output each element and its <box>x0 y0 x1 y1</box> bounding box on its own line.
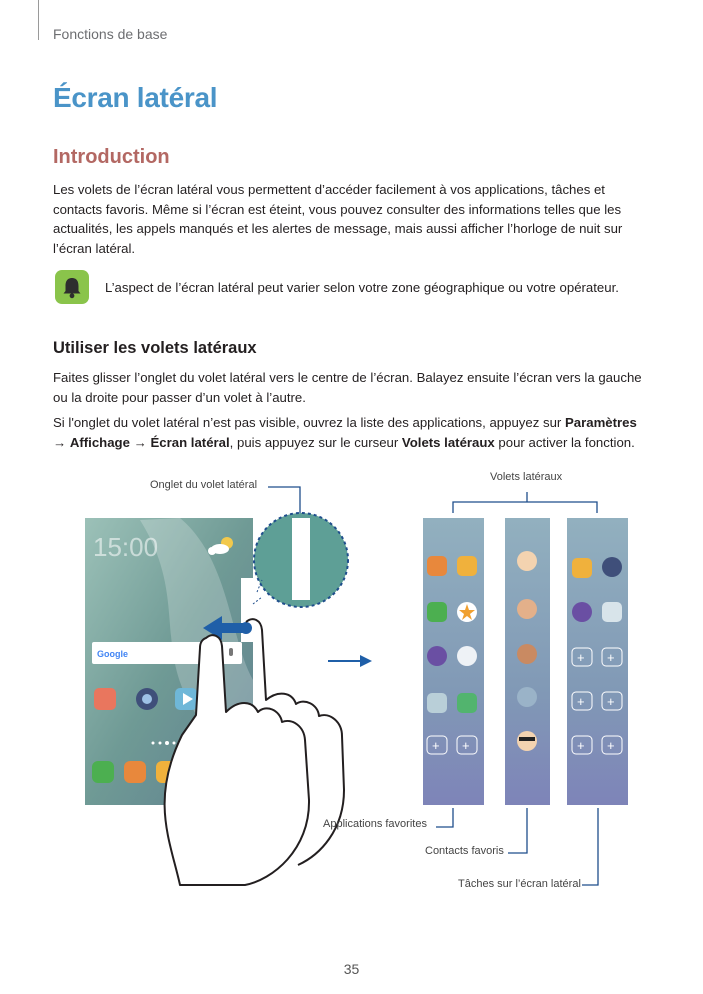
app-shortcut[interactable] <box>427 646 447 666</box>
caption-favorite-apps: Applications favorites <box>323 818 427 830</box>
settings-path-3: Écran latéral <box>150 434 230 450</box>
svg-text:+: + <box>607 738 615 753</box>
search-brand: Google <box>97 649 128 659</box>
page-title: Écran latéral <box>53 82 218 113</box>
handle-zoom-callout <box>253 513 348 607</box>
mic-icon[interactable] <box>229 648 233 656</box>
email-app-icon[interactable] <box>94 688 116 710</box>
text-span: pour activer la fonction. <box>494 434 635 450</box>
svg-text:+: + <box>607 650 615 665</box>
app-shortcut[interactable] <box>457 556 477 576</box>
text-span: , puis appuyez sur le curseur <box>229 434 402 450</box>
contact-avatar[interactable] <box>517 687 537 707</box>
app-shortcut[interactable] <box>427 602 447 622</box>
svg-text:+: + <box>577 738 585 753</box>
settings-path-1: Paramètres <box>564 415 637 430</box>
panel-favorite-contacts <box>505 518 550 805</box>
contact-avatar[interactable] <box>517 644 537 664</box>
volets-paragraph-1: Faites glisser l’onglet du volet latéral vers le centre de l’écran. Balayez ensuite l’écran vers la gauche ou la droite pour passer d’un volet à l’autre. <box>53 370 642 405</box>
intro-paragraph: Les volets de l’écran latéral vous permettent d’accéder facilement à vos applications, tâches et contacts favoris. Même si l’écran est éteint, vous pouvez consulter des informations telles que les actualités, les appels manqués et les alertes de message, mais aussi afficher l’horloge de nuit sur l’écran latéral. <box>53 182 623 256</box>
contact-avatar[interactable] <box>517 551 537 571</box>
panel-edge-tasks <box>567 518 628 805</box>
svg-text:+: + <box>432 738 440 753</box>
app-shortcut[interactable] <box>457 693 477 713</box>
svg-text:+: + <box>462 738 470 753</box>
intro-heading: Introduction <box>53 146 170 168</box>
caption-edge-handle: Onglet du volet latéral <box>150 479 258 491</box>
task-shortcut[interactable] <box>602 602 622 622</box>
svg-text:+: + <box>607 694 615 709</box>
settings-path-4: Volets latéraux <box>401 434 495 450</box>
page-number: 35 <box>343 961 360 977</box>
task-shortcut[interactable] <box>572 602 592 622</box>
section-header: Fonctions de base <box>53 26 168 42</box>
task-shortcut[interactable] <box>602 557 622 577</box>
svg-text:+: + <box>577 650 585 665</box>
contact-avatar[interactable] <box>517 599 537 619</box>
caption-edge-panels: Volets latéraux <box>490 471 563 483</box>
app-shortcut[interactable] <box>427 556 447 576</box>
caption-favorite-contacts: Contacts favoris <box>425 845 504 857</box>
path-arrow: → <box>53 434 67 450</box>
clock-text: 15:00 <box>93 532 159 562</box>
transition-arrow <box>328 655 372 667</box>
contacts-app-icon[interactable] <box>124 761 146 783</box>
volets-heading: Utiliser les volets latéraux <box>53 339 257 357</box>
path-arrow: → <box>133 434 147 450</box>
app-shortcut[interactable] <box>457 646 477 666</box>
text-span: Si l'onglet du volet latéral n’est pas visible, ouvrez la liste des applications, appuyez sur <box>53 415 565 430</box>
phone-app-icon[interactable] <box>92 761 114 783</box>
panel-favorite-apps <box>423 518 484 805</box>
note-text: L’aspect de l’écran latéral peut varier selon votre zone géographique ou votre opérateur. <box>105 280 619 295</box>
settings-path-2: Affichage <box>69 434 130 450</box>
app-shortcut[interactable] <box>427 693 447 713</box>
svg-text:+: + <box>577 694 585 709</box>
task-shortcut[interactable] <box>572 558 592 578</box>
caption-edge-tasks: Tâches sur l’écran latéral <box>458 878 581 890</box>
